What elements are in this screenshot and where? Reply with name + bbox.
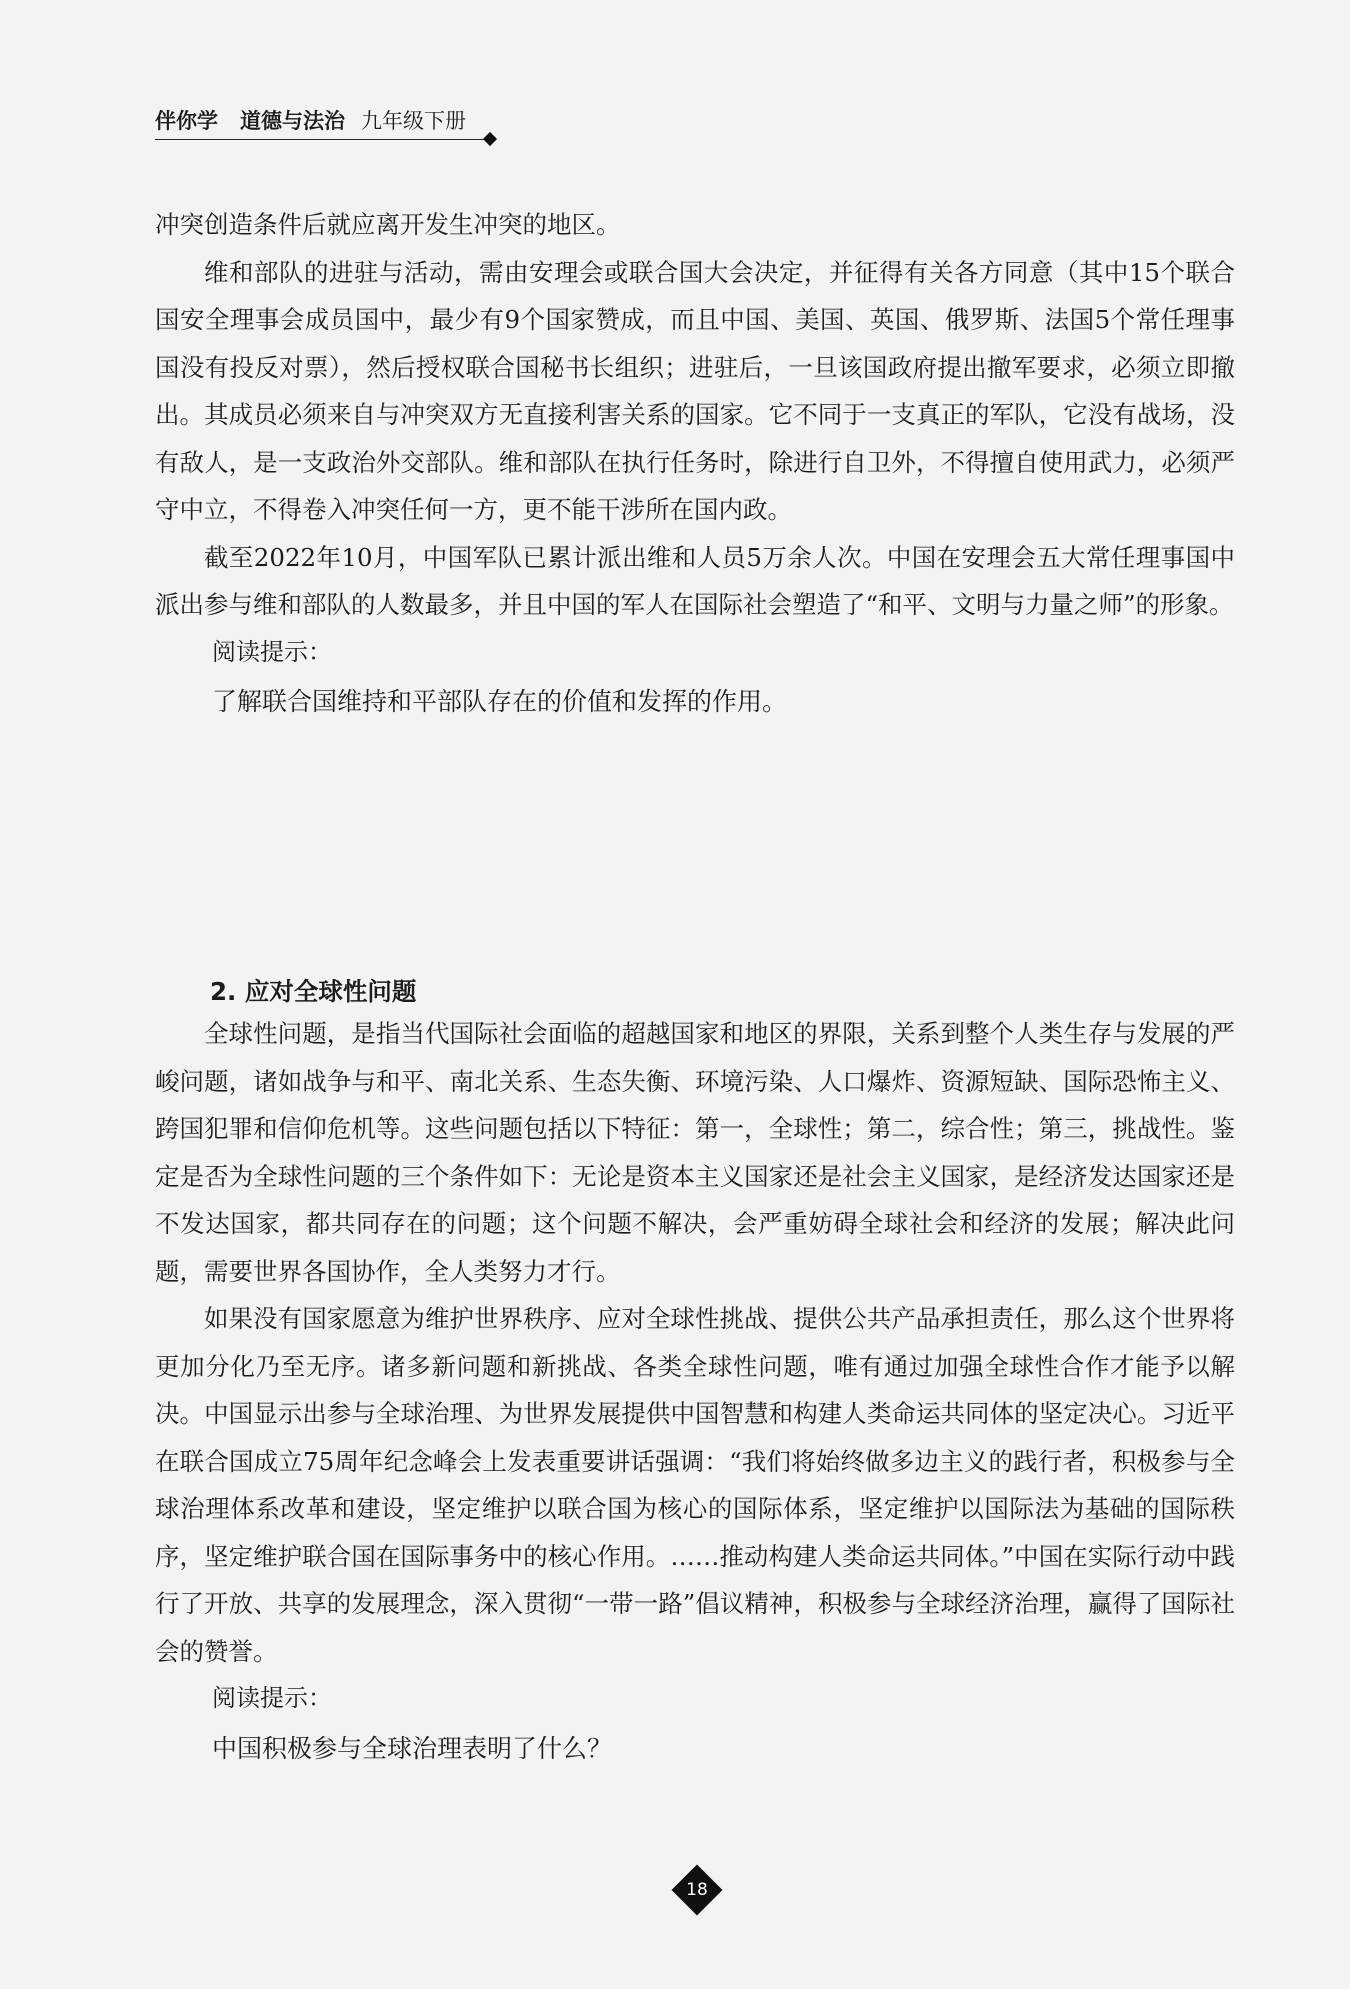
page-number-badge	[671, 1864, 723, 1916]
reading-hint-label: 阅读提示：	[212, 637, 332, 666]
paragraph: 全球性问题，是指当代国际社会面临的超越国家和地区的界限，关系到整个人类生存与发展的严峻问题，诸如战争与和平、南北关系、生态失衡、环境污染、人口爆炸、资源短缺、国际恐怖主义、跨国犯罪和信仰危机等。这些问题包括以下特征：第一，全球性；第二，综合性；第三，挑战性。鉴定是否为全球性问题的三个条件如下：无论是资本主义国家还是社会主义国家，是经济发达国家还是不发达国家，都共同存在的问题；这个问题不解决，会严重妨碍全球社会和经济的发展；解决此问题，需要世界各国协作，全人类努力才行。	[155, 1019, 1235, 1286]
header-rule	[155, 139, 490, 140]
section-2-body	[155, 1010, 1235, 1775]
paragraph: 截至2022年10月，中国军队已累计派出维和人员5万余人次。中国在安理会五大常任理事国中派出参与维和部队的人数最多，并且中国的军人在国际社会塑造了“和平、文明与力量之师”的形象。	[155, 542, 1235, 619]
header-diamond-icon	[483, 132, 497, 146]
header-text	[155, 108, 500, 134]
header-subject: 道德与法治	[240, 109, 345, 133]
header-series: 伴你学	[155, 109, 218, 133]
reading-hint-text: 中国积极参与全球治理表明了什么？	[212, 1733, 613, 1763]
running-header	[155, 108, 500, 138]
paragraph: 维和部队的进驻与活动，需由安理会或联合国大会决定，并征得有关各方同意（其中15个联合国安全理事会成员国中，最少有9个国家赞成，而且中国、美国、英国、俄罗斯、法国5个常任理事国没有投反对票），然后授权联合国秘书长组织；进驻后，一旦该国政府提出撤军要求，必须立即撤出。其成员必须来自与冲突双方无直接利害关系的国家。它不同于一支真正的军队，它没有战场，没有敌人，是一支政治外交部队。维和部队在执行任务时，除进行自卫外，不得擅自使用武力，必须严守中立，不得卷入冲突任何一方，更不能干涉所在国内政。	[155, 257, 1235, 524]
section-1-body	[155, 201, 1235, 728]
paragraph-continuation: 冲突创造条件后就应离开发生冲突的地区。	[155, 210, 621, 239]
reading-hint-text: 了解联合国维持和平部队存在的价值和发挥的作用。	[212, 687, 788, 716]
page-number: 18	[686, 1880, 708, 1900]
header-grade: 九年级下册	[361, 109, 466, 133]
paragraph: 如果没有国家愿意为维护世界秩序、应对全球性挑战、提供公共产品承担责任，那么这个世界将更加分化乃至无序。诸多新问题和新挑战、各类全球性问题，唯有通过加强全球性合作才能予以解决。中国显示出参与全球治理、为世界发展提供中国智慧和构建人类命运共同体的坚定决心。习近平在联合国成立75周年纪念峰会上发表重要讲话强调：“我们将始终做多边主义的践行者，积极参与全球治理体系改革和建设，坚定维护以联合国为核心的国际体系，坚定维护以国际法为基础的国际秩序，坚定维护联合国在国际事务中的核心作用。……推动构建人类命运共同体。”中国在实际行动中践行了开放、共享的发展理念，深入贯彻“一带一路”倡议精神，积极参与全球经济治理，赢得了国际社会的赞誉。	[155, 1304, 1235, 1666]
reading-hint-label: 阅读提示：	[212, 1684, 332, 1712]
section-title: 2. 应对全球性问题	[210, 977, 417, 1006]
